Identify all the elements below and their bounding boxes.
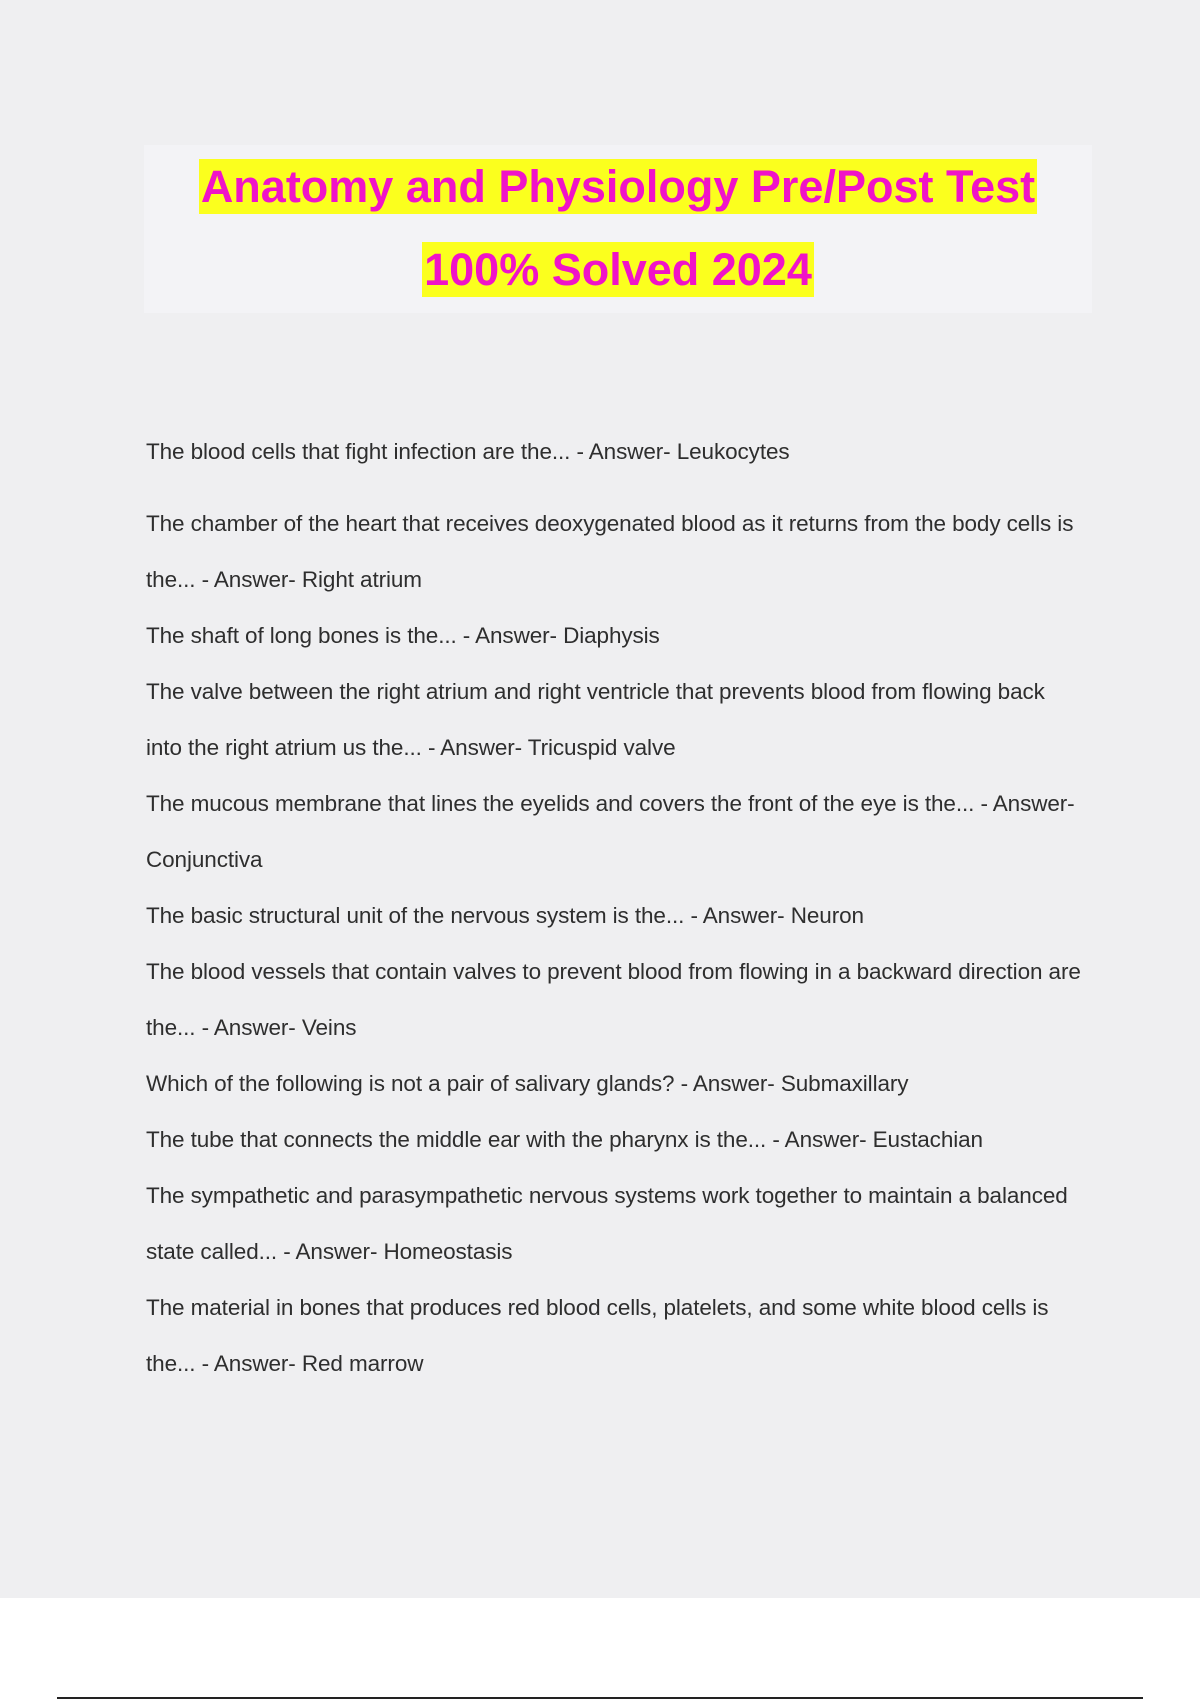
qa-item: The sympathetic and parasympathetic nervous systems work together to maintain a balanced state called... - Answer- Homeostasis [146, 1183, 1068, 1264]
title-line-1 [144, 145, 1092, 228]
qa-item: The chamber of the heart that receives deoxygenated blood as it returns from the body cells is the... - Answer- Right atrium [146, 511, 1074, 592]
qa-item: The material in bones that produces red blood cells, platelets, and some white blood cells is the... - Answer- Red marrow [146, 1295, 1049, 1376]
qa-item: The mucous membrane that lines the eyelids and covers the front of the eye is the... - Answer- Conjunctiva [146, 791, 1075, 872]
question-answer-list [146, 424, 1086, 1392]
qa-item: The valve between the right atrium and right ventricle that prevents blood from flowing back into the right atrium us the... - Answer- Tricuspid valve [146, 679, 1045, 760]
title-text-2: 100% Solved 2024 [424, 244, 812, 295]
qa-item: The blood vessels that contain valves to prevent blood from flowing in a backward direction are the... - Answer- Veins [146, 959, 1081, 1040]
footer-divider [57, 1697, 1143, 1699]
qa-item: The tube that connects the middle ear with the pharynx is the... - Answer- Eustachian [146, 1127, 983, 1152]
qa-item: The shaft of long bones is the... - Answer- Diaphysis [146, 623, 660, 648]
title-line-2 [144, 228, 1092, 311]
qa-item: The blood cells that fight infection are the... - Answer- Leukocytes [146, 439, 790, 464]
title-block [144, 145, 1092, 313]
title-text-1: Anatomy and Physiology Pre/Post Test [200, 161, 1036, 212]
qa-item: Which of the following is not a pair of salivary glands? - Answer- Submaxillary [146, 1071, 909, 1096]
qa-item: The basic structural unit of the nervous system is the... - Answer- Neuron [146, 903, 864, 928]
